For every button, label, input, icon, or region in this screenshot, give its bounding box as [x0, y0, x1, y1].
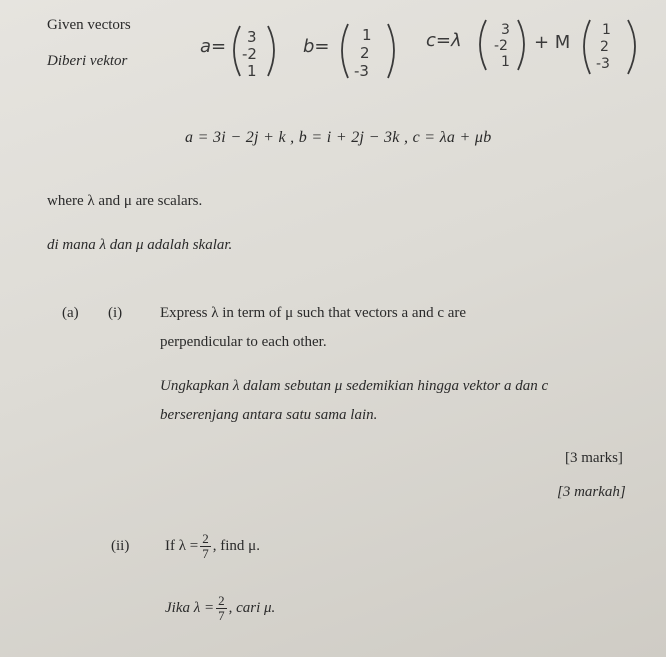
- hand-c1-v2: 1: [501, 54, 510, 70]
- hand-c1-v1: -2: [494, 38, 508, 54]
- hand-plus-mu: + M: [534, 32, 571, 53]
- hand-c2-bracket-right: [628, 20, 635, 74]
- fraction-denominator: 7: [202, 546, 209, 562]
- marks-en-text: [3 marks]: [565, 450, 623, 466]
- given-vectors-ms: Diberi vektor: [47, 53, 128, 69]
- hand-c2-v2: -3: [596, 56, 610, 72]
- handwritten-working: [0, 0, 666, 110]
- part-a-ii-ms-prefix: Jika λ =: [165, 600, 215, 616]
- fraction-numerator-ms: 2: [218, 593, 225, 609]
- part-a-ii-ms-suffix: , cari μ.: [228, 600, 276, 616]
- fraction-two-sevenths-ms: [216, 594, 227, 623]
- fraction-numerator: 2: [202, 531, 209, 547]
- marks-ms: [3 markah]: [557, 484, 626, 500]
- hand-a-v2: 1: [247, 62, 257, 80]
- hand-c1-v0: 3: [501, 22, 510, 38]
- part-a-label: (a): [62, 305, 79, 321]
- equation-c: c = λa + μb: [412, 129, 492, 146]
- hand-b-bracket-left: [342, 24, 348, 78]
- hand-b-v2: -3: [354, 62, 369, 80]
- hand-b-v0: 1: [362, 26, 372, 44]
- scalars-ms: di mana λ dan μ adalah skalar.: [47, 237, 233, 253]
- hand-b-label: b=: [303, 36, 330, 57]
- vector-equation: [185, 129, 492, 147]
- hand-c1-bracket-left: [480, 20, 486, 70]
- scalars-en: where λ and μ are scalars.: [47, 193, 203, 209]
- marks-en: [565, 450, 623, 467]
- hand-b-v1: 2: [360, 44, 370, 62]
- part-a-i-label: (i): [108, 305, 123, 321]
- fraction-denominator-ms: 7: [218, 608, 225, 624]
- hand-c1-bracket-right: [518, 20, 524, 70]
- hand-c2-bracket-left: [584, 20, 590, 74]
- hand-c2-v1: 2: [600, 39, 609, 55]
- part-a-i-en-line2: perpendicular to each other.: [160, 334, 327, 350]
- part-a-ii-ms: [165, 590, 275, 626]
- hand-a-v0: 3: [247, 28, 257, 46]
- hand-a-bracket-right: [268, 26, 274, 76]
- part-a-i-ms-line1: Ungkapkan λ dalam sebutan μ sedemikian hingga vektor a dan c: [160, 378, 549, 394]
- hand-a-bracket-left: [234, 26, 240, 76]
- hand-c2-v0: 1: [602, 22, 611, 38]
- part-a-ii-en-suffix: , find μ.: [212, 538, 260, 554]
- hand-c-label: c=λ: [426, 30, 462, 51]
- part-a-ii-en: [165, 528, 260, 564]
- part-a-ii-en-prefix: If λ =: [165, 538, 199, 554]
- equation-a: a = 3i − 2j + k ,: [185, 129, 295, 146]
- hand-b-bracket-right: [388, 24, 394, 78]
- hand-a-v1: -2: [242, 45, 257, 63]
- hand-a-label: a=: [200, 36, 227, 57]
- given-vectors-en: Given vectors: [47, 17, 131, 33]
- fraction-two-sevenths: [200, 532, 211, 561]
- part-a-i-ms-line2: berserenjang antara satu sama lain.: [160, 407, 378, 423]
- part-a-i-en-line1: Express λ in term of μ such that vectors a and c are: [160, 305, 467, 321]
- part-a-ii-label: (ii): [111, 538, 130, 554]
- equation-b: b = i + 2j − 3k ,: [298, 129, 409, 146]
